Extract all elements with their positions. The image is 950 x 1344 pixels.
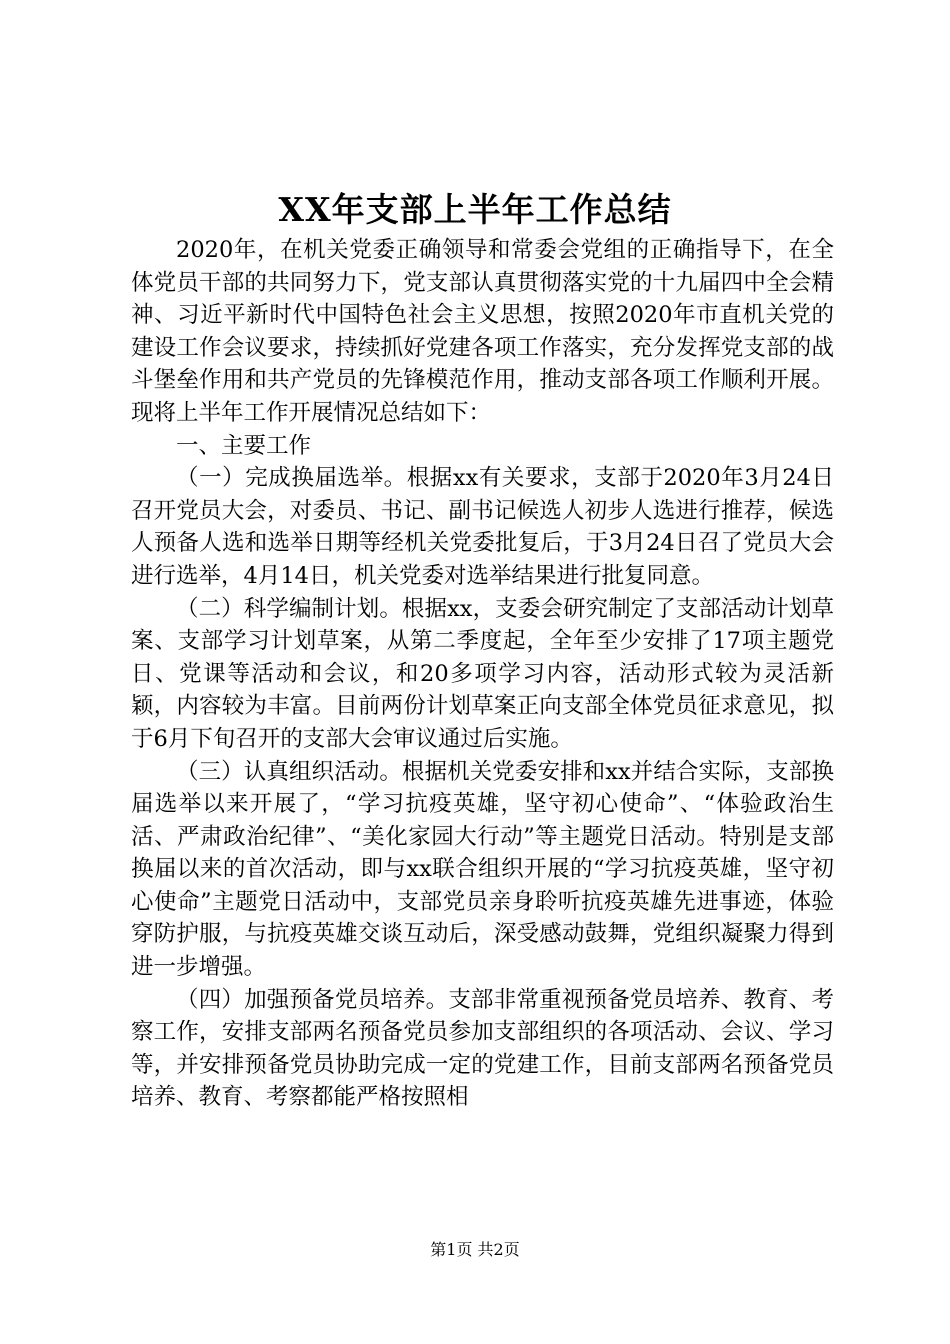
paragraph-intro: 2020年，在机关党委正确领导和常委会党组的正确指导下，在全体党员干部的共同努力下，党支部认真贯彻落实党的十九届四中全会精神、习近平新时代中国特色社会主义思想，按照2020年市直机关党的建设工作会议要求，持续抓好党建各项工作落实，充分发挥党支部的战斗堡垒作用和共产党员的先锋模范作用，推动支部各项工作顺利开展。现将上半年工作开展情况总结如下： bbox=[131, 237, 834, 426]
document-body bbox=[131, 234, 834, 1114]
paragraph-activities: （三）认真组织活动。根据机关党委安排和xx并结合实际，支部换届选举以来开展了，“学习抗疫英雄，坚守初心使命”、“体验政治生活、严肃政治纪律”、“美化家园大行动”等主题党日活动。特别是支部换届以来的首次活动，即与xx联合组织开展的“学习抗疫英雄，坚守初心使命”主题党日活动中，支部党员亲身聆听抗疫英雄先进事迹，体验穿防护服，与抗疫英雄交谈互动后，深受感动鼓舞，党组织凝聚力得到进一步增强。 bbox=[131, 758, 834, 981]
page-footer: 第1页 共2页 bbox=[430, 1240, 520, 1259]
paragraph-election: （一）完成换届选举。根据xx有关要求，支部于2020年3月24日召开党员大会，对委员、书记、副书记候选人初步人选进行推荐，候选人预备人选和选举日期等经机关党委批复后，于3月24日召了党员大会进行选举，4月14日，机关党委对选举结果进行批复同意。 bbox=[131, 465, 834, 589]
document-title: XX年支部上半年工作总结 bbox=[278, 190, 672, 229]
paragraph-probationary-members: （四）加强预备党员培养。支部非常重视预备党员培养、教育、考察工作，安排支部两名预备党员参加支部组织的各项活动、会议、学习等，并安排预备党员协助完成一定的党建工作，目前支部两名预备党员培养、教育、考察都能严格按照相 bbox=[131, 986, 834, 1111]
paragraph-planning: （二）科学编制计划。根据xx，支委会研究制定了支部活动计划草案、支部学习计划草案，从第二季度起，全年至少安排了17项主题党日、党课等活动和会议，和20多项学习内容，活动形式较为灵活新颖，内容较为丰富。目前两份计划草案正向支部全体党员征求意见，拟于6月下旬召开的支部大会审议通过后实施。 bbox=[131, 595, 834, 752]
section-heading-main-work: 一、主要工作 bbox=[176, 432, 312, 459]
